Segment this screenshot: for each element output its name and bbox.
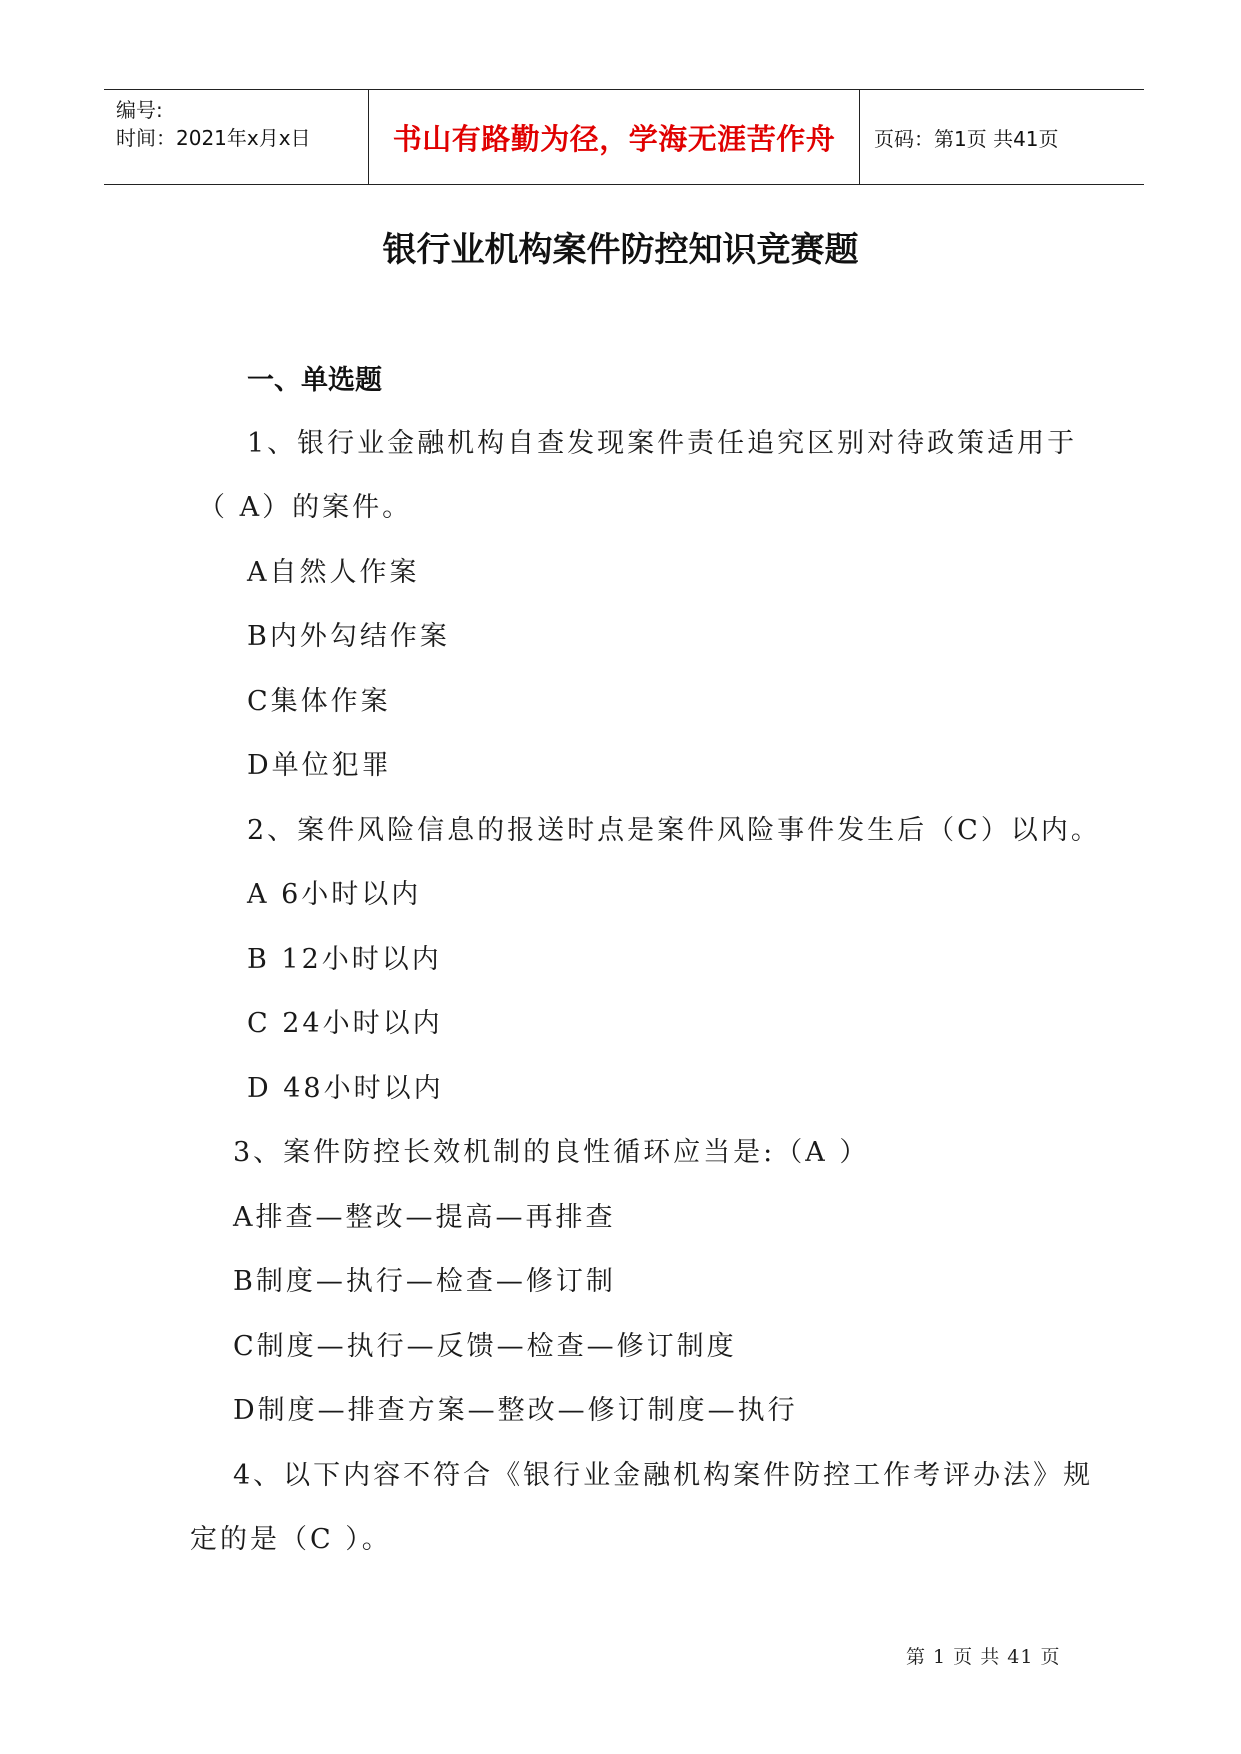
option-line: A自然人作案	[247, 557, 420, 588]
option-line: A排查—整改—提高—再排查	[233, 1202, 616, 1233]
time-label: 时间：2021年x月x日	[116, 126, 311, 150]
option-line: B 12小时以内	[247, 944, 442, 975]
footer-page-number: 第 1 页 共 41 页	[906, 1646, 1061, 1668]
header-table	[104, 89, 1144, 185]
option-line: D单位犯罪	[247, 750, 392, 781]
question-line: 3、案件防控长效机制的良性循环应当是:（A ）	[233, 1137, 870, 1168]
document-title: 银行业机构案件防控知识竞赛题	[382, 230, 859, 270]
question-line: 4、以下内容不符合《银行业金融机构案件防控工作考评办法》规	[233, 1460, 1094, 1491]
serial-label: 编号:	[116, 98, 163, 122]
question-line: 1、银行业金融机构自查发现案件责任追究区别对待政策适用于	[247, 428, 1078, 459]
question-line: （ A）的案件。	[198, 492, 413, 523]
question-line: 2、案件风险信息的报送时点是案件风险事件发生后（C）以内。	[247, 815, 1101, 846]
option-line: A 6小时以内	[247, 879, 422, 910]
section-heading: 一、单选题	[247, 365, 382, 396]
header-middle-cell	[369, 90, 860, 184]
option-line: D制度—排查方案—整改—修订制度—执行	[233, 1395, 798, 1426]
header-right-cell	[860, 90, 1144, 184]
option-line: C集体作案	[247, 686, 391, 717]
option-line: C制度—执行—反馈—检查—修订制度	[233, 1331, 737, 1362]
option-line: B内外勾结作案	[247, 621, 450, 652]
option-line: C 24小时以内	[247, 1008, 443, 1039]
option-line: D 48小时以内	[247, 1073, 444, 1104]
header-left-cell	[104, 90, 369, 184]
motto-text: 书山有路勤为径，学海无涯苦作舟	[392, 121, 836, 156]
page-code: 页码：第1页 共41页	[874, 126, 1059, 151]
option-line: B制度—执行—检查—修订制	[233, 1266, 616, 1297]
question-line: 定的是（C ）。	[190, 1524, 392, 1555]
